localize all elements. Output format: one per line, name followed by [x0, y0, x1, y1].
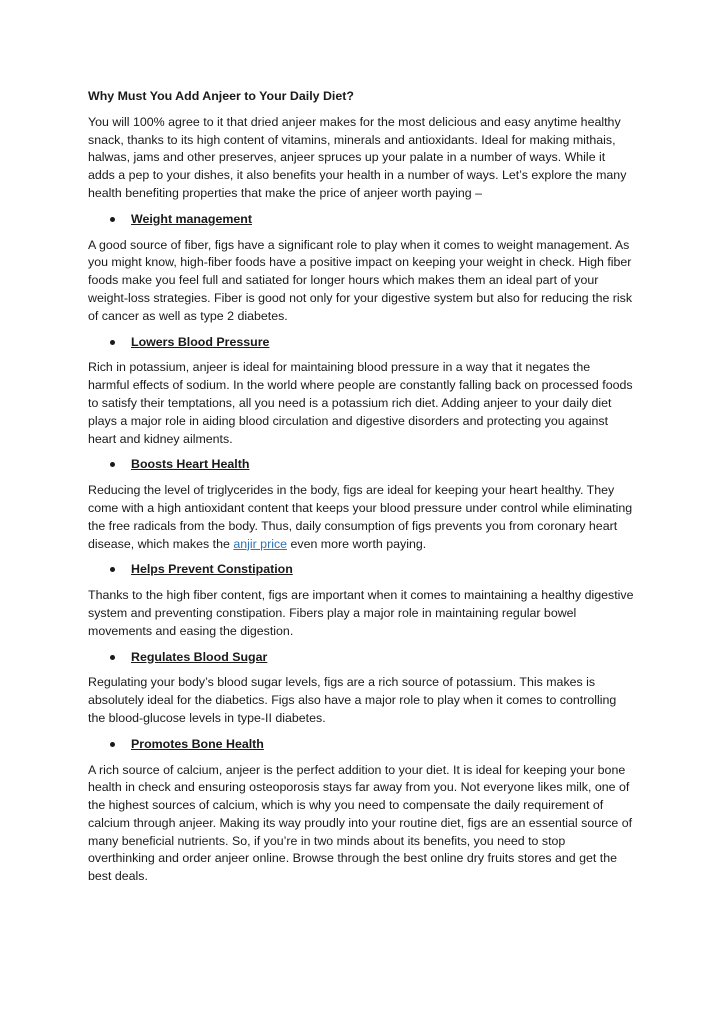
bullet-icon — [110, 655, 115, 660]
bullet-icon — [110, 567, 115, 572]
section-heading-label: Promotes Bone Health — [131, 736, 264, 751]
bullet-icon — [110, 340, 115, 345]
bullet-icon — [110, 742, 115, 747]
bullet-icon — [110, 217, 115, 222]
section-heading-label: Helps Prevent Constipation — [131, 562, 293, 577]
section-body-promotes-bone-health: A rich source of calcium, anjeer is the perfect addition to your diet. It is ideal for keeping your bone health in check and ensuring osteoporosis stays far away from you. Not everyone likes milk, one of the highest sources of calcium, which is why you need to compensate the daily requirement of calcium through anjeer. Making its way proudly into your routine diet, figs are an essential source of many beneficial nutrients. So, if you’re in two minds about its benefits, you need to stop overthinking and order anjeer online. Browse through the best online dry fruits stores and get the best deals. — [88, 762, 633, 884]
section-heading-regulates-blood-sugar — [88, 649, 634, 667]
body-text: Reducing the level of triglycerides in the body, figs are ideal for keeping your heart healthy. They come with a high antioxidant content that keeps your blood pressure under control while eliminating the free radicals from the body. Thus, daily consumption of figs prevents you from coronary heart disease, which makes the — [88, 483, 633, 551]
intro-paragraph: You will 100% agree to it that dried anjeer makes for the most delicious and easy anytime healthy snack, thanks to its high content of vitamins, minerals and antioxidants. Ideal for making mithais, halwas, jams and other preserves, anjeer spruces up your palate in a number of ways. While it adds a pep to your dishes, it also benefits your health in a number of ways. Let’s explore the many health benefiting properties that make the price of anjeer worth paying – — [88, 114, 627, 200]
anjir-price-link[interactable]: anjir price — [233, 536, 288, 551]
bullet-icon — [110, 462, 115, 467]
section-heading-label: Weight management — [131, 211, 252, 226]
section-body-helps-prevent-constipation: Thanks to the high fiber content, figs are important when it comes to maintaining a healthy digestive system and preventing constipation. Fibers play a major role in maintaining regular bowel movements and easing the digestion. — [88, 588, 634, 638]
document-title: Why Must You Add Anjeer to Your Daily Diet? — [88, 89, 354, 103]
section-heading-boosts-heart-health — [88, 456, 634, 474]
section-heading-label: Lowers Blood Pressure — [131, 334, 270, 349]
body-text: even more worth paying. — [287, 536, 427, 551]
section-body-lowers-blood-pressure: Rich in potassium, anjeer is ideal for maintaining blood pressure in a way that it negates the harmful effects of sodium. In the world where people are constantly falling back on processed foods to satisfy their temptations, all you need is a potassium rich diet. Adding anjeer to your daily diet plays a major role in aiding blood circulation and digestive disorders and protecting you against heart and kidney ailments. — [88, 360, 633, 446]
section-body-boosts-heart-health — [88, 482, 634, 553]
section-heading-label: Regulates Blood Sugar — [131, 649, 268, 664]
section-body-regulates-blood-sugar: Regulating your body’s blood sugar levels, figs are a rich source of potassium. This makes is absolutely ideal for the diabetics. Figs also have a major role to play when it comes to controlling the blood-glucose levels in type-II diabetes. — [88, 675, 617, 725]
section-heading-helps-prevent-constipation — [88, 561, 634, 579]
section-heading-lowers-blood-pressure — [88, 334, 634, 352]
section-heading-label: Boosts Heart Health — [131, 457, 250, 472]
section-heading-weight-management — [88, 211, 634, 229]
section-heading-promotes-bone-health — [88, 736, 634, 754]
section-body-weight-management: A good source of fiber, figs have a significant role to play when it comes to weight management. As you might know, high-fiber foods have a positive impact on keeping your weight in check. High fiber foods make you feel full and satiated for longer hours which makes them an ideal part of your weight-loss strategies. Fiber is good not only for your digestive system but also for reducing the risk of cancer as well as type 2 diabetes. — [88, 237, 633, 323]
